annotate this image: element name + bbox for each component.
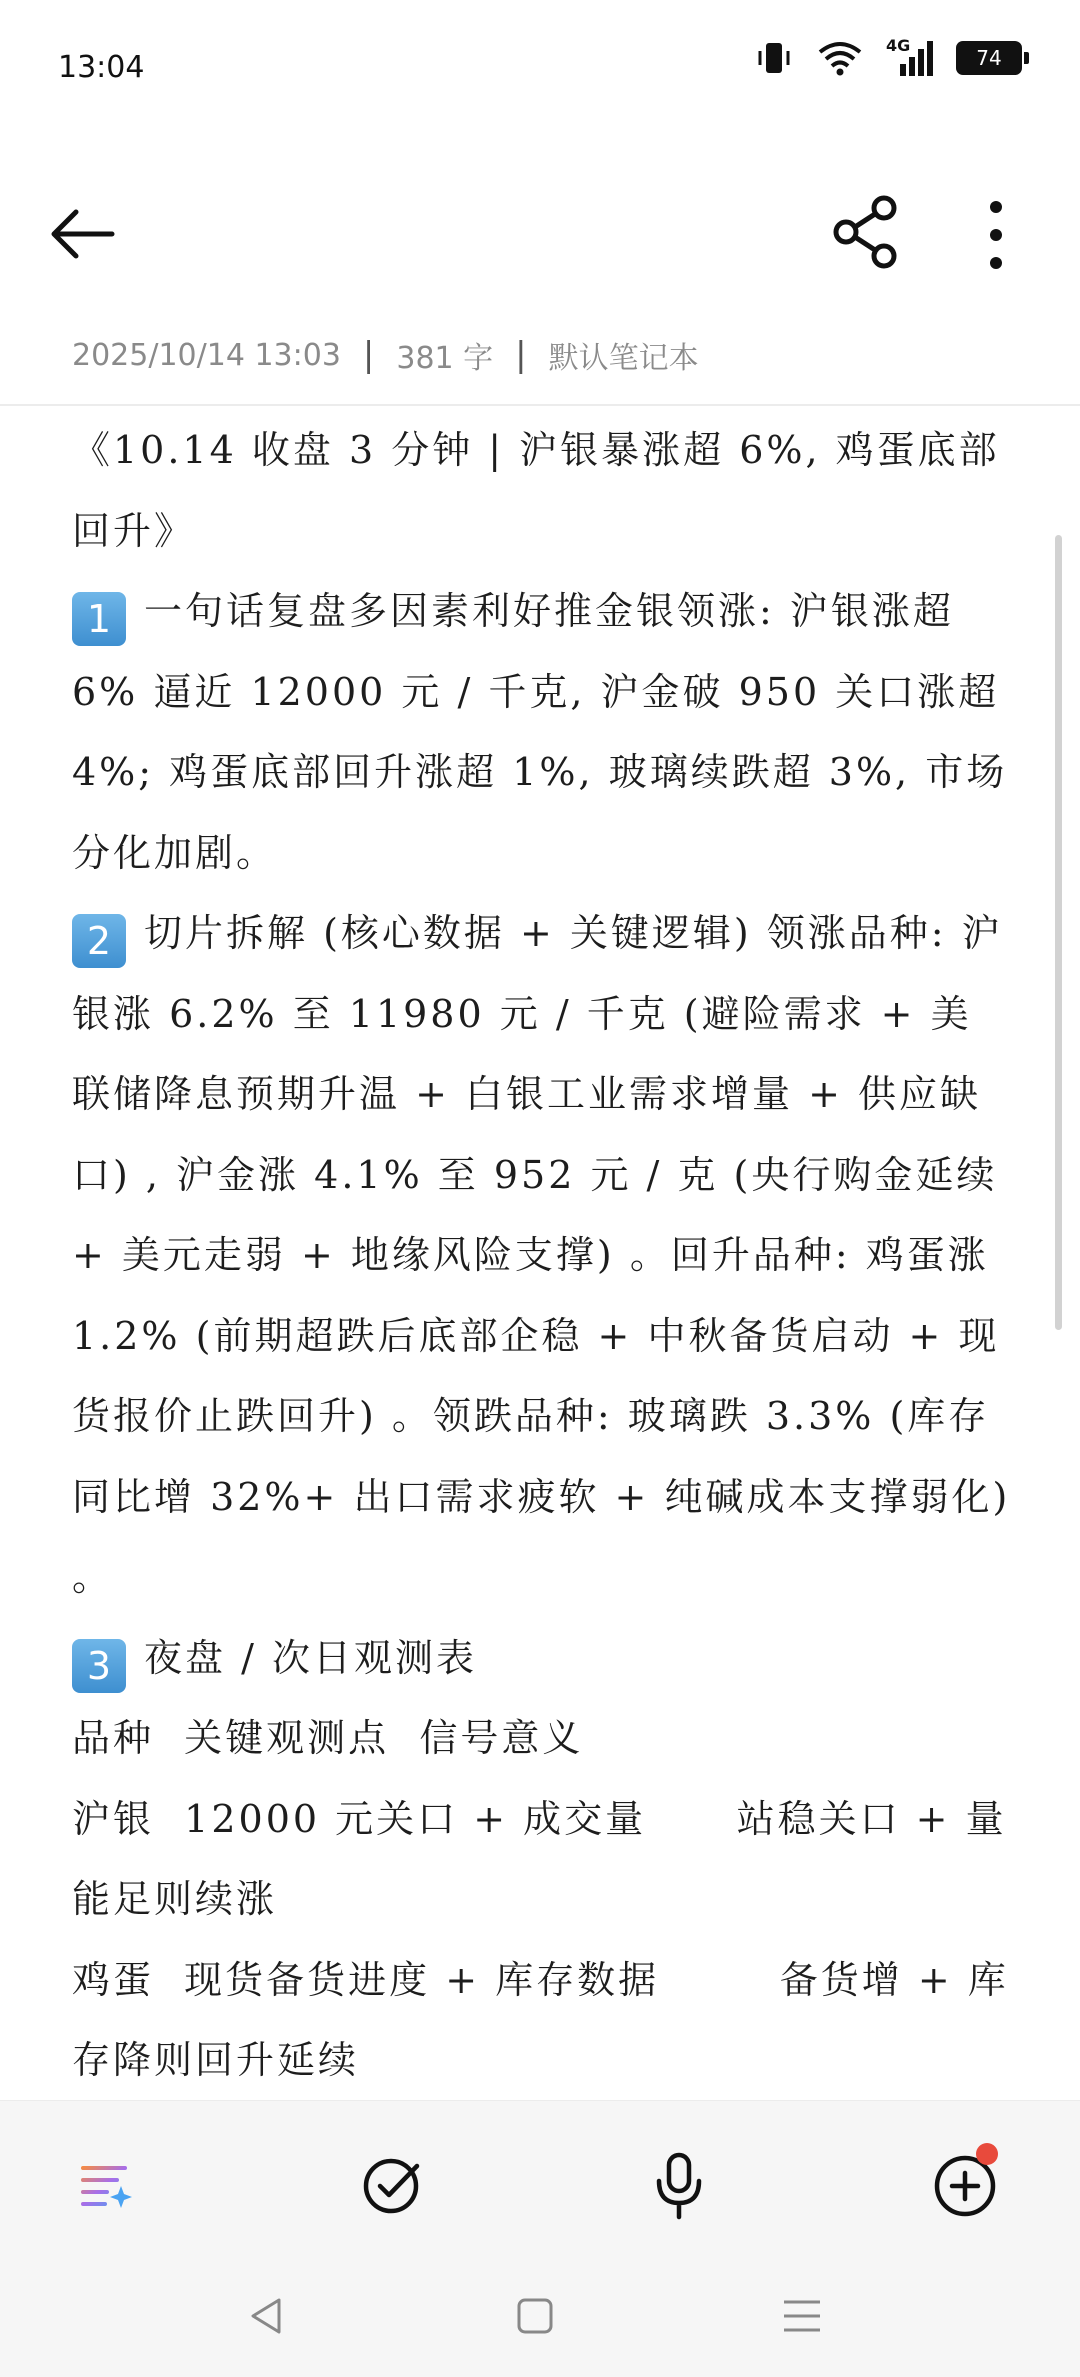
section-1 [72, 571, 1012, 893]
table-header-line: 品种 关键观测点 信号意义 [72, 1716, 584, 1760]
microphone-icon [649, 2151, 709, 2221]
add-button[interactable] [920, 2141, 1010, 2231]
section-3-text: 夜盘 / 次日观测表 [144, 1635, 477, 1680]
checklist-icon [361, 2154, 425, 2218]
bottom-toolbar [0, 2100, 1080, 2377]
ai-format-icon [77, 2156, 137, 2216]
status-bar [0, 0, 1080, 140]
note-toolbar [0, 170, 1080, 290]
share-icon [828, 192, 908, 272]
scrollbar[interactable] [1055, 535, 1062, 1330]
wifi-icon [816, 38, 864, 78]
table-row-egg: 鸡蛋 现货备货进度 + 库存数据 备货增 + 库存降则回升延续 [72, 1957, 1009, 2082]
section-2 [72, 893, 1012, 1618]
battery-indicator [956, 41, 1022, 75]
nav-menu-icon [780, 2294, 824, 2338]
table-row-silver: 沪银 12000 元关口 + 成交量 站稳关口 + 量能足则续涨 [72, 1796, 1007, 1921]
voice-input-button[interactable] [634, 2141, 724, 2231]
more-vertical-icon [966, 192, 1026, 278]
note-datetime: 2025/10/14 13:03 [72, 337, 341, 373]
keycap-1-icon: 1 [72, 592, 126, 646]
arrow-left-icon [40, 192, 126, 278]
meta-divider [0, 404, 1080, 406]
ai-format-button[interactable] [62, 2141, 152, 2231]
status-icons [754, 38, 1022, 78]
nav-back-icon [245, 2294, 289, 2338]
section-2-text: 切片拆解 (核心数据 + 关键逻辑) 领涨品种: 沪银涨 6.2% 至 11980 元 / 千克 (避险需求 + 美联储降息预期升温 + 白银工业需求增量 + 供应缺口) , 沪金涨 4.1% 至 952 元 / 克 (央行购金延续 + 美元走弱 + 地缘风险支撑) 。回升品种: 鸡蛋涨 1.2% (前期超跌后底部企稳 + 中秋备货启动 + 现货报价止跌回升) 。领跌品种: 玻璃跌 3.3% (库存同比增 32%+ 出口需求疲软 + 纯碱成本支撑弱化) 。 [72, 911, 1011, 1599]
note-body[interactable] [72, 410, 1012, 2100]
keycap-3-icon: 3 [72, 1639, 126, 1693]
status-time: 13:04 [58, 50, 145, 85]
note-meta [72, 333, 699, 377]
notebook-selector[interactable]: 默认笔记本 [548, 341, 699, 376]
meta-separator: | [515, 335, 527, 375]
note-title: 《10.14 收盘 3 分钟 | 沪银暴涨超 6%, 鸡蛋底部回升》 [72, 428, 1000, 553]
back-button[interactable] [40, 192, 126, 278]
note-word-count: 381 字 [396, 341, 494, 376]
network-type-label: 4G [886, 36, 911, 55]
section-3 [72, 1618, 1012, 1699]
cellular-signal [886, 38, 934, 78]
notification-dot [976, 2143, 998, 2165]
more-options-button[interactable] [966, 192, 1026, 278]
system-home-button[interactable] [490, 2281, 580, 2351]
vibrate-icon [754, 38, 794, 78]
checklist-button[interactable] [348, 2141, 438, 2231]
keycap-2-icon: 2 [72, 914, 126, 968]
share-button[interactable] [828, 192, 908, 272]
system-back-button[interactable] [222, 2281, 312, 2351]
section-1-text: 一句话复盘多因素利好推金银领涨: 沪银涨超 6% 逼近 12000 元 / 千克, 沪金破 950 关口涨超 4%; 鸡蛋底部回升涨超 1%, 玻璃续跌超 3%, 市场分化加剧。 [72, 589, 1008, 875]
system-menu-button[interactable] [757, 2281, 847, 2351]
battery-level: 74 [976, 46, 1002, 70]
meta-separator: | [362, 335, 375, 375]
nav-home-icon [513, 2294, 557, 2338]
